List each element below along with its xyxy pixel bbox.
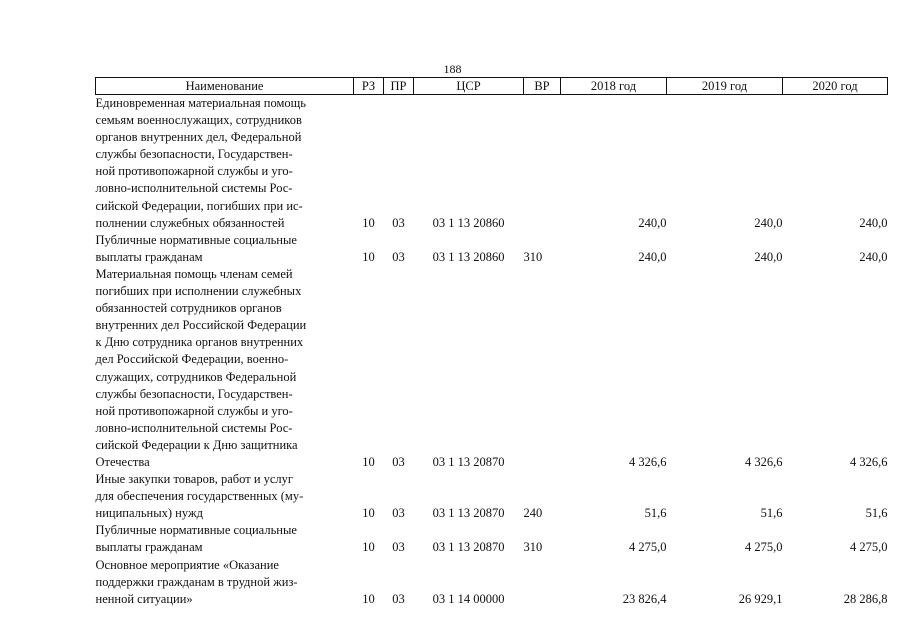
row-name-line: Основное мероприятие «Оказание: [95, 557, 279, 572]
row-name-line: для обеспечения государственных (му-: [95, 489, 304, 504]
row-name: [96, 266, 354, 471]
table-row: [96, 266, 888, 471]
row-name-line: служащих, сотрудников Федеральной: [95, 369, 297, 384]
row-name-line: ненной ситуации»: [95, 591, 193, 606]
row-2019: 26 929,1: [738, 591, 783, 606]
row-name-line: поддержки гражданам в трудной жиз-: [95, 574, 298, 589]
table-body: [96, 95, 888, 608]
row-rz: 10: [362, 454, 375, 469]
row-vr: 310: [523, 249, 543, 264]
row-csr: 03 1 13 20860: [432, 249, 505, 264]
row-2020: 240,0: [859, 249, 888, 264]
table-row: [96, 95, 888, 232]
row-name: [96, 232, 354, 266]
row-name-line: Публичные нормативные социальные: [95, 232, 297, 247]
row-name-line: ниципальных) нужд: [95, 506, 203, 521]
row-name-line: сийской Федерации, погибших при ис-: [95, 198, 303, 213]
header-2019: 2019 год: [667, 78, 783, 95]
row-2019: 240,0: [754, 249, 783, 264]
row-2018: 51,6: [644, 506, 667, 521]
header-csr: ЦСР: [414, 78, 524, 95]
row-name-line: ловно-исполнительной системы Рос-: [95, 420, 293, 435]
header-vr: ВР: [524, 78, 561, 95]
row-2018: 240,0: [638, 249, 667, 264]
row-name-line: к Дню сотрудника органов внутренних: [95, 335, 304, 350]
row-2018: 240,0: [638, 215, 667, 230]
row-name-line: Материальная помощь членам семей: [95, 266, 293, 281]
table-row: [96, 471, 888, 522]
row-name-line: ловно-исполнительной системы Рос-: [95, 181, 293, 196]
row-2020: 4 326,6: [850, 454, 888, 469]
row-name: [96, 522, 354, 556]
row-csr: 03 1 13 20870: [432, 506, 505, 521]
row-pr: 03: [392, 591, 405, 606]
row-vr: [524, 95, 561, 232]
row-name-line: выплаты гражданам: [95, 540, 203, 555]
row-csr: 03 1 13 20870: [432, 454, 505, 469]
row-name-line: внутренних дел Российской Федерации: [95, 318, 307, 333]
row-2020: 4 275,0: [850, 540, 888, 555]
row-name-line: семьям военнослужащих, сотрудников: [95, 113, 302, 128]
budget-table: [95, 77, 888, 608]
row-name-line: ной противопожарной службы и уго-: [95, 164, 293, 179]
table-row: [96, 557, 888, 608]
row-name-line: Публичные нормативные социальные: [95, 523, 297, 538]
row-name-line: службы безопасности, Государствен-: [95, 147, 293, 162]
row-name-line: полнении служебных обязанностей: [95, 215, 285, 230]
table-row: [96, 522, 888, 556]
header-pr: ПР: [384, 78, 414, 95]
row-name-line: Единовременная материальная помощь: [95, 96, 306, 110]
row-vr: [524, 557, 561, 608]
row-2019: 51,6: [760, 506, 783, 521]
row-rz: 10: [362, 249, 375, 264]
row-csr: 03 1 14 00000: [432, 591, 505, 606]
row-rz: 10: [362, 215, 375, 230]
row-pr: 03: [392, 454, 405, 469]
row-name-line: органов внутренних дел, Федеральной: [95, 130, 302, 145]
row-name-line: Иные закупки товаров, работ и услуг: [95, 472, 294, 487]
row-2020: 240,0: [859, 215, 888, 230]
row-name: [96, 557, 354, 608]
row-rz: 10: [362, 591, 375, 606]
row-pr: 03: [392, 506, 405, 521]
table-row: [96, 232, 888, 266]
row-rz: 10: [362, 506, 375, 521]
row-2019: 240,0: [754, 215, 783, 230]
row-2018: 4 275,0: [629, 540, 667, 555]
row-name-line: службы безопасности, Государствен-: [95, 386, 293, 401]
row-vr: 240: [523, 506, 543, 521]
row-name-line: выплаты гражданам: [95, 249, 203, 264]
row-name-line: погибших при исполнении служебных: [95, 284, 302, 299]
row-pr: 03: [392, 540, 405, 555]
page-number: 188: [443, 62, 462, 76]
header-2018: 2018 год: [561, 78, 667, 95]
row-pr: 03: [392, 215, 405, 230]
header-2020: 2020 год: [783, 78, 888, 95]
row-name: [96, 95, 354, 232]
header-name: Наименование: [96, 78, 354, 95]
row-2019: 4 326,6: [745, 454, 783, 469]
row-name-line: ной противопожарной службы и уго-: [95, 403, 293, 418]
row-2019: 4 275,0: [745, 540, 783, 555]
row-name: [96, 471, 354, 522]
row-2018: 4 326,6: [629, 454, 667, 469]
row-name-line: сийской Федерации к Дню защитника: [95, 437, 298, 452]
row-vr: [524, 266, 561, 471]
row-pr: 03: [392, 249, 405, 264]
row-2020: 28 286,8: [843, 591, 888, 606]
row-vr: 310: [523, 540, 543, 555]
row-2018: 23 826,4: [622, 591, 667, 606]
row-csr: 03 1 13 20870: [432, 540, 505, 555]
row-name-line: дел Российской Федерации, военно-: [95, 352, 289, 367]
header-rz: РЗ: [354, 78, 384, 95]
row-name-line: обязанностей сотрудников органов: [95, 301, 282, 316]
row-rz: 10: [362, 540, 375, 555]
row-csr: 03 1 13 20860: [432, 215, 505, 230]
row-2020: 51,6: [865, 506, 888, 521]
row-name-line: Отечества: [95, 454, 150, 469]
table-header-row: [96, 78, 888, 95]
